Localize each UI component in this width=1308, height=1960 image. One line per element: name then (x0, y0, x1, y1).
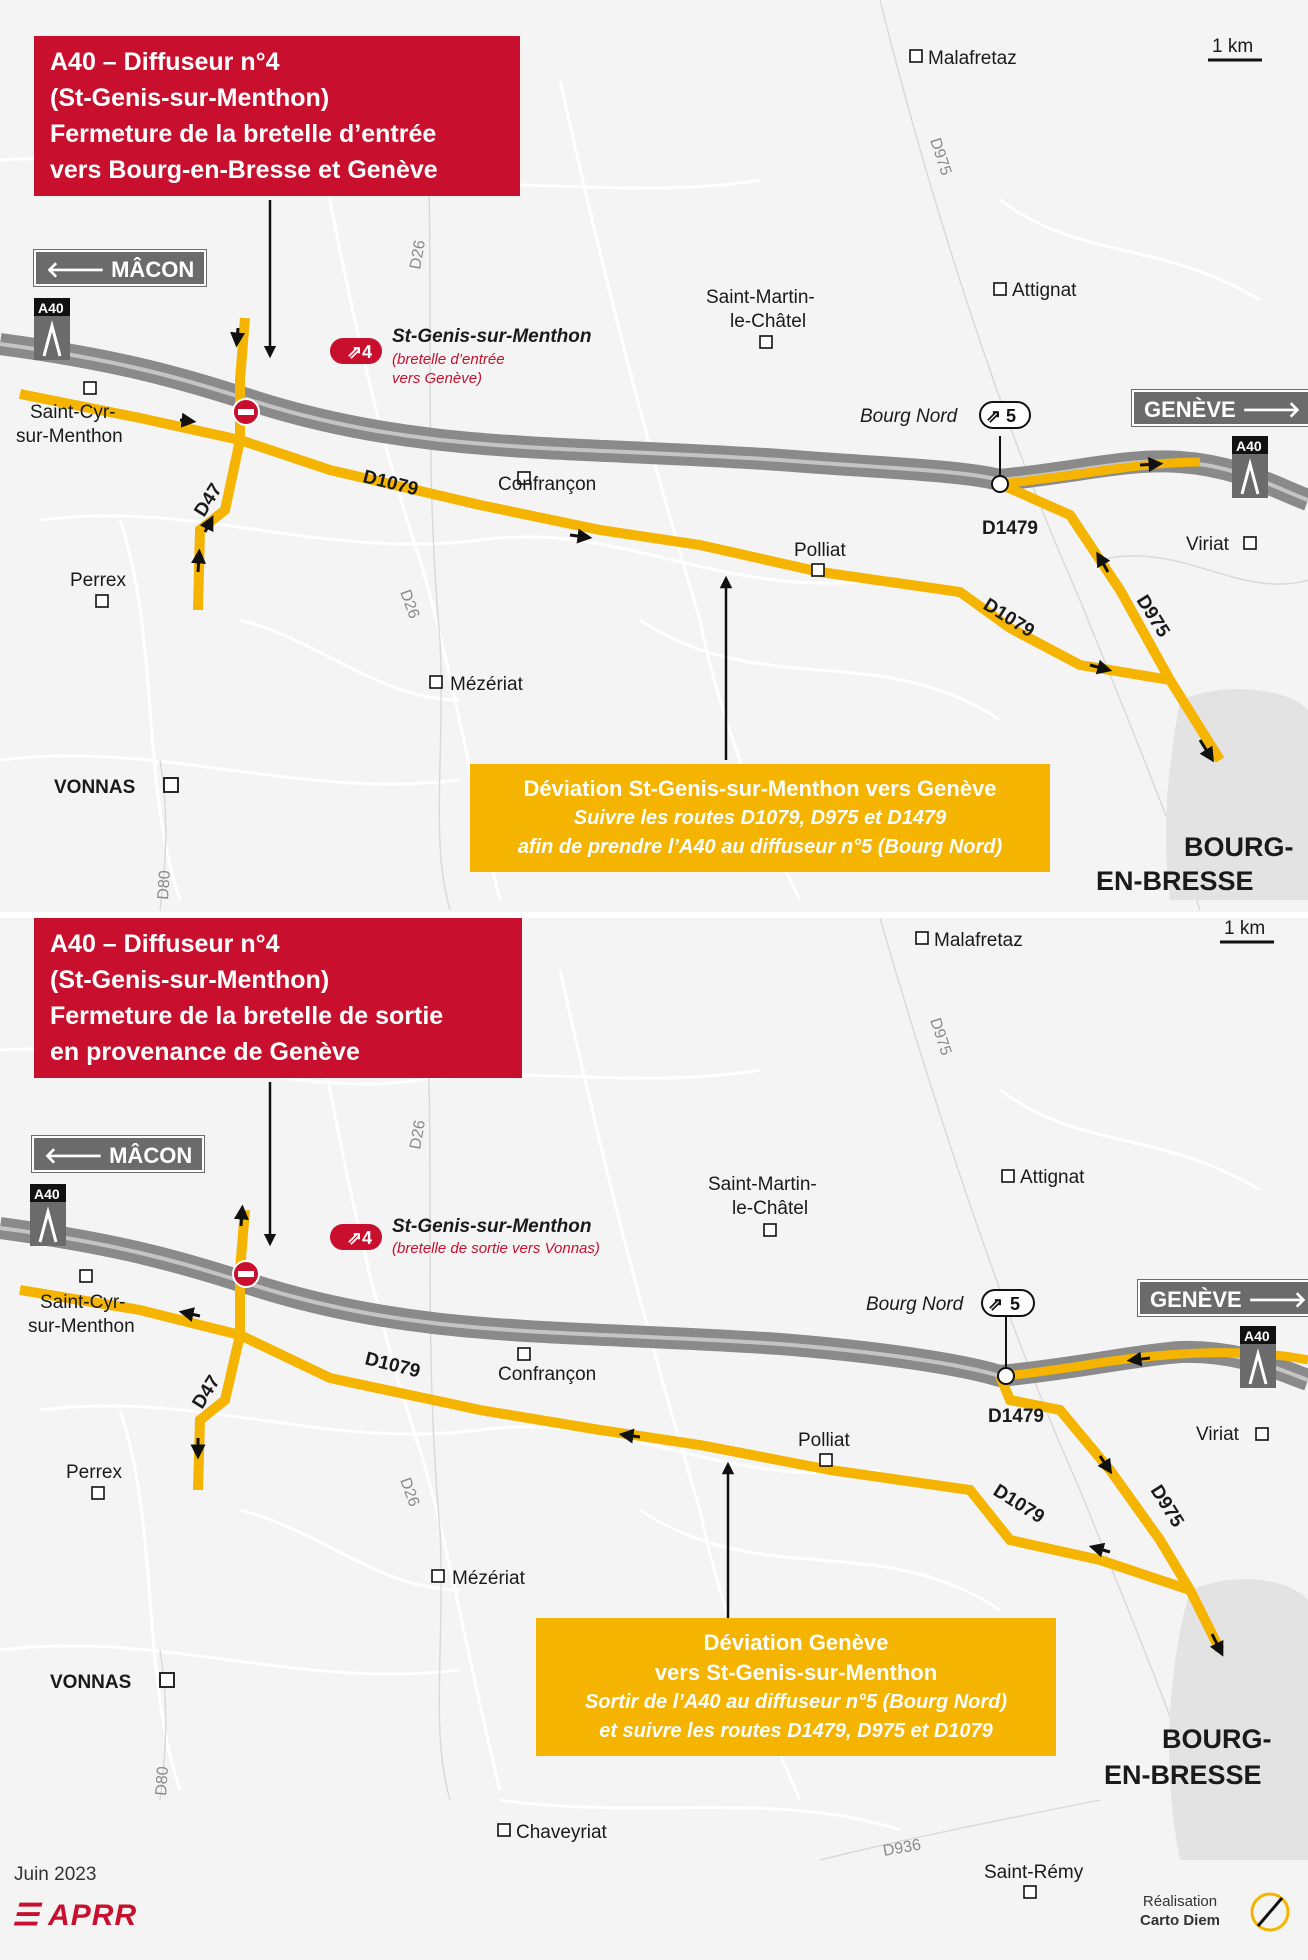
town-saint-martin-line1: Saint-Martin- (708, 1174, 817, 1195)
credit-label: Réalisation (1142, 1893, 1218, 1910)
map-1-road-d975-north: D975 (926, 135, 955, 178)
map-1-title-line1: A40 – Diffuseur n°4 (50, 48, 280, 76)
map-1-road-d975: D975 (1131, 591, 1174, 642)
town-malafretaz: Malafretaz (928, 48, 1017, 69)
town-bourg-line1: BOURG- (1162, 1724, 1272, 1754)
map-2-road-d26-north: D26 (407, 1118, 430, 1151)
map-1-arrow-d47-south (198, 556, 199, 572)
map-1-junction-4-number: 4 (362, 342, 373, 362)
town-saint-cyr-line2: sur-Menthon (28, 1316, 135, 1337)
map-2-title-line2: (St-Genis-sur-Menthon) (50, 966, 330, 994)
town-bourg-line2: EN-BRESSE (1104, 1760, 1262, 1790)
map-2-road-d975: D975 (1145, 1481, 1188, 1532)
aprr-logo-text: APRR (48, 1899, 138, 1932)
town-saint-cyr-line2: sur-Menthon (16, 426, 123, 447)
map-1-title-line2: (St-Genis-sur-Menthon) (50, 84, 330, 112)
town-perrex: Perrex (70, 570, 126, 591)
map-1-road-d26-south: D26 (396, 587, 423, 621)
map-2-scale-label: 1 km (1224, 918, 1266, 939)
map-1-junction-4-exit-icon: ⇗ (347, 342, 363, 362)
map-1-junction-4-name: St-Genis-sur-Menthon (392, 326, 592, 347)
map-2-a40-shield-west (30, 1184, 66, 1246)
map-1-closure-panel (34, 36, 520, 196)
map-2-sign-macon (32, 1136, 204, 1172)
map-2-detour-title-line1: Déviation Genève (703, 1630, 889, 1655)
map-1-arrow-d1079 (570, 535, 585, 537)
map-2-junction-5-name: Bourg Nord (866, 1294, 964, 1315)
map-2-detour-line1: Sortir de l’A40 au diffuseur n°5 (Bourg Nord) (584, 1691, 1008, 1713)
map-2-title-line4: en provenance de Genève (50, 1038, 360, 1066)
footer-date: Juin 2023 (14, 1864, 97, 1885)
map-1-sign-macon (34, 250, 206, 286)
map-2-sign-geneve-label: GENÈVE (1150, 1287, 1242, 1312)
town-chaveyriat: Chaveyriat (516, 1822, 607, 1843)
map-2-road-d1479: D1479 (988, 1406, 1044, 1427)
map-1-scale-label: 1 km (1212, 36, 1254, 57)
map-1-junction-5-exit-icon: ⇗ (986, 406, 1002, 426)
town-mezeriat: Mézériat (452, 1568, 525, 1589)
town-bourg-line2: EN-BRESSE (1096, 866, 1254, 896)
map-2-road-d26-south: D26 (396, 1475, 423, 1509)
map-1-road-d1079-east: D1079 (979, 594, 1038, 642)
map-1-road-d1079-west: D1079 (360, 466, 421, 501)
map-2-junction-4-name: St-Genis-sur-Menthon (392, 1216, 592, 1237)
map-2-junction-4-number: 4 (362, 1228, 373, 1248)
map-1-a40-shield-east (1232, 436, 1268, 498)
map-1-arrow-saint-cyr (180, 420, 189, 421)
map-2-detour-panel (536, 1618, 1056, 1756)
map-2-road-d936: D936 (881, 1836, 923, 1860)
map-2-detour-title-line2: vers St-Genis-sur-Menthon (654, 1660, 938, 1685)
map-2-arrow-d47-north (241, 1212, 242, 1226)
map-2-road-d1079-west: D1079 (362, 1348, 423, 1383)
town-saint-martin-line2: le-Châtel (732, 1198, 809, 1219)
town-confrancon: Confrançon (498, 1364, 597, 1385)
map-2-sign-geneve (1138, 1280, 1308, 1316)
town-viriat: Viriat (1196, 1424, 1239, 1445)
map-1-detour-title: Déviation St-Genis-sur-Menthon vers Genève (523, 776, 997, 801)
map-2-title-line3: Fermeture de la bretelle de sortie (50, 1002, 444, 1030)
map-2-road-d1079-east: D1079 (989, 1480, 1048, 1528)
town-vonnas: VONNAS (54, 777, 136, 798)
map-2-road-d80: D80 (153, 1765, 173, 1797)
map-2-junction-5-node (998, 1368, 1014, 1384)
map-1-title-line3: Fermeture de la bretelle d’entrée (50, 120, 437, 148)
map-1-detour-panel (470, 764, 1050, 872)
town-confrancon: Confrançon (498, 474, 597, 495)
town-polliat: Polliat (794, 540, 846, 561)
map-2-road-d47: D47 (188, 1371, 225, 1413)
town-saint-cyr-line1: Saint-Cyr- (40, 1292, 126, 1313)
town-perrex: Perrex (66, 1462, 122, 1483)
town-saint-martin-line2: le-Châtel (730, 311, 807, 332)
town-vonnas: VONNAS (50, 1672, 132, 1693)
map-1-no-entry-bar (238, 409, 254, 415)
map-1-junction-5-name: Bourg Nord (860, 406, 958, 427)
town-malafretaz: Malafretaz (934, 930, 1023, 951)
map-2-road-d975-north: D975 (926, 1015, 955, 1058)
map-1-junction-5-node (992, 476, 1008, 492)
map-1-detour-line1: Suivre les routes D1079, D975 et D1479 (573, 807, 947, 829)
map-2-a40-shield-east (1240, 1326, 1276, 1388)
map-1-sign-macon-label: MÂCON (111, 257, 195, 282)
svg-text:A40: A40 (38, 300, 64, 316)
map-2-no-entry-bar (238, 1271, 254, 1277)
map-1-sign-geneve (1132, 390, 1308, 426)
town-saint-martin-line1: Saint-Martin- (706, 287, 815, 308)
map-1-road-d47: D47 (190, 479, 227, 521)
map-1-a40-shield-west (34, 298, 70, 360)
town-polliat: Polliat (798, 1430, 850, 1451)
map-1-junction-5-number: 5 (1006, 406, 1017, 426)
map-2-junction-4-exit-icon: ⇗ (347, 1228, 363, 1248)
map-2-arrow-d1079 (626, 1435, 640, 1437)
map-2-arrow-a40 (1134, 1358, 1150, 1360)
town-saint-remy: Saint-Rémy (984, 1862, 1084, 1883)
town-attignat: Attignat (1020, 1167, 1085, 1188)
town-attignat: Attignat (1012, 280, 1077, 301)
svg-text:A40: A40 (1236, 438, 1262, 454)
map-1-detour-line2: afin de prendre l’A40 au diffuseur n°5 (Bourg Nord) (517, 836, 1003, 858)
town-mezeriat: Mézériat (450, 674, 523, 695)
map-2-sign-macon-label: MÂCON (109, 1143, 193, 1168)
town-viriat: Viriat (1186, 534, 1229, 555)
map-1-junction-4-note-line1: (bretelle d’entrée (392, 351, 505, 368)
arrow-left-icon: 🡐 (44, 1143, 110, 1168)
arrow-right-icon: 🡒 (1241, 1287, 1307, 1312)
map-1-arrow-d47-north (237, 328, 238, 340)
map-1-road-d1479: D1479 (982, 518, 1038, 539)
map-1-sign-geneve-label: GENÈVE (1144, 397, 1236, 422)
credit (1140, 1892, 1220, 1930)
svg-text:A40: A40 (1244, 1328, 1270, 1344)
map-2-urban-area (1169, 1579, 1308, 1860)
map-1-junction-4-note-line2: vers Genève) (392, 370, 483, 387)
map-1-arrow-a40 (1140, 464, 1156, 465)
map-2-junction-4-note: (bretelle de sortie vers Vonnas) (392, 1240, 600, 1257)
map-1-road-d26-north: D26 (407, 238, 430, 271)
town-saint-cyr-line1: Saint-Cyr- (30, 402, 116, 423)
map-2-junction-5-exit-icon: ⇗ (988, 1294, 1004, 1314)
map-2-closure-panel (34, 918, 522, 1078)
arrow-left-icon: 🡐 (46, 257, 112, 282)
credit-name: Carto Diem (1140, 1912, 1221, 1929)
map-1-title-line4: vers Bourg-en-Bresse et Genève (50, 156, 438, 184)
map-2-title-line1: A40 – Diffuseur n°4 (50, 930, 280, 958)
town-bourg-line1: BOURG- (1184, 832, 1294, 862)
map-2-junction-5-number: 5 (1010, 1294, 1021, 1314)
svg-text:A40: A40 (34, 1186, 60, 1202)
map-1-road-d80: D80 (155, 869, 175, 901)
arrow-right-icon: 🡒 (1235, 397, 1301, 422)
map-2-detour-line2: et suivre les routes D1479, D975 et D1079 (599, 1720, 993, 1742)
aprr-logo-icon: ☰ (12, 1899, 49, 1932)
aprr-logo (12, 1898, 137, 1933)
